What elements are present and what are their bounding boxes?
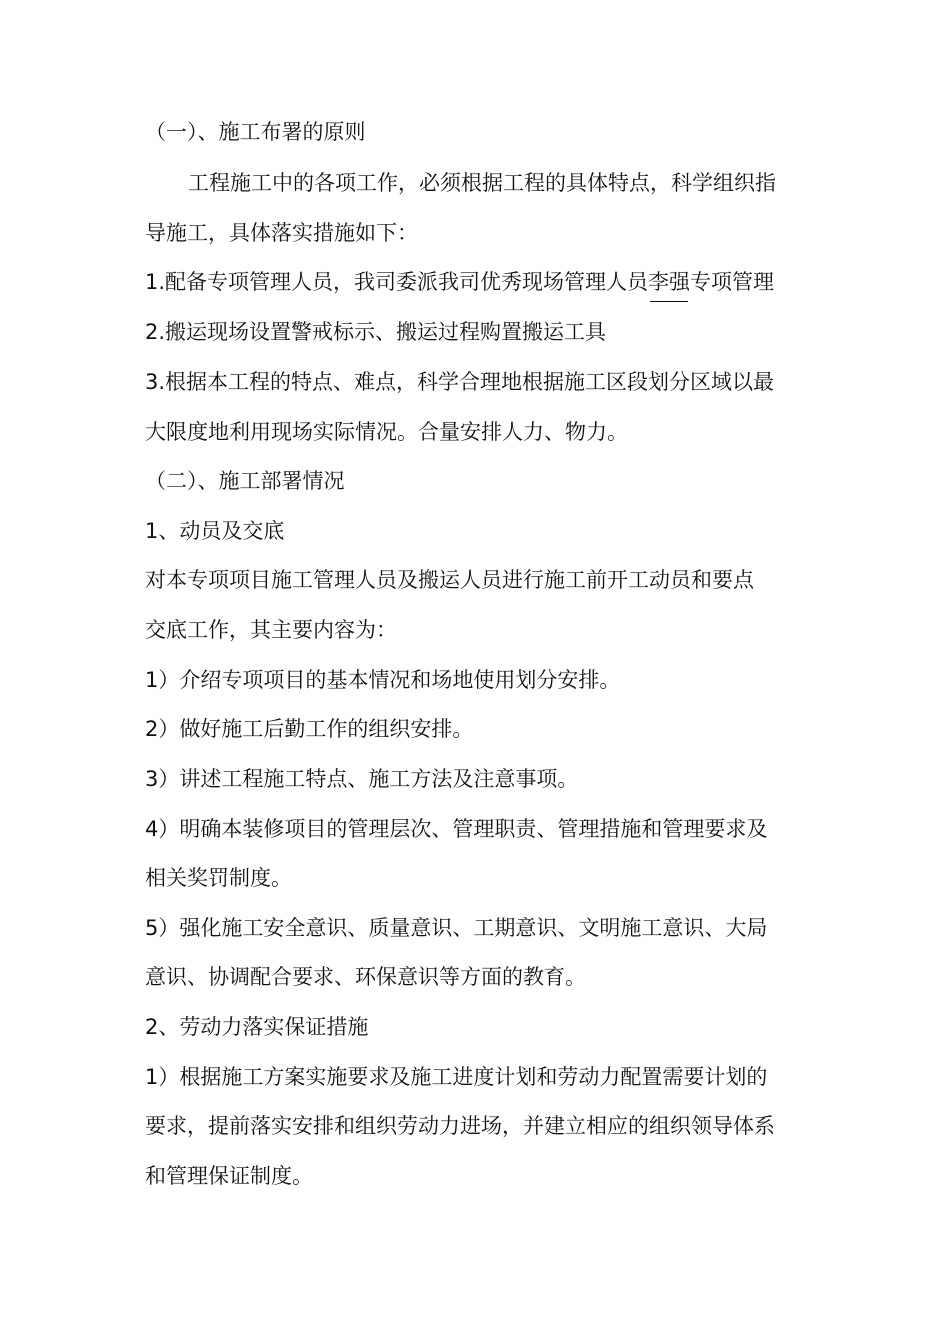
list-item: 2）做好施工后勤工作的组织安排。 [145,717,474,741]
list-item: 3）讲述工程施工特点、施工方法及注意事项。 [145,767,579,791]
section-heading-2: （二）、施工部署情况 [145,469,345,493]
subheading: 2、劳动力落实保证措施 [145,1015,369,1039]
list-item-1 [145,267,815,297]
paragraph-line: 对本专项项目施工管理人员及搬运人员进行施工前开工动员和要点 [145,568,754,592]
paragraph-line: 要求，提前落实安排和组织劳动力进场，并建立相应的组织领导体系 [145,1114,775,1138]
paragraph-line: 交底工作，其主要内容为： [145,618,397,642]
list-item-1-suffix: 专项管理 [690,270,775,294]
list-item: 1）介绍专项项目的基本情况和场地使用划分安排。 [145,668,621,692]
paragraph-line: 工程施工中的各项工作，必须根据工程的具体特点，科学组织指 [188,171,776,195]
section-heading-1: （一）、施工布署的原则 [145,120,366,144]
paragraph-line: 大限度地利用现场实际情况。合量安排人力、物力。 [145,420,628,444]
subheading: 1、动员及交底 [145,519,285,543]
list-item-2: 2.搬运现场设置警戒标示、搬运过程购置搬运工具 [145,320,607,344]
list-item: 5）强化施工安全意识、质量意识、工期意识、文明施工意识、大局 [145,916,768,940]
underlined-name: 李强 [648,270,691,294]
paragraph-line: 和管理保证制度。 [145,1164,313,1188]
list-item: 1）根据施工方案实施要求及施工进度计划和劳动力配置需要计划的 [145,1065,768,1089]
list-item: 4）明确本装修项目的管理层次、管理职责、管理措施和管理要求及 [145,817,768,841]
list-item-1-text: 1.配备专项管理人员，我司委派我司优秀现场管理人员 [145,270,649,294]
paragraph-line: 导施工，具体落实措施如下： [145,221,418,245]
paragraph-line: 相关奖罚制度。 [145,866,292,890]
paragraph-line: 意识、协调配合要求、环保意识等方面的教育。 [145,965,586,989]
list-item-3: 3.根据本工程的特点、难点，科学合理地根据施工区段划分区域以最 [145,370,775,394]
